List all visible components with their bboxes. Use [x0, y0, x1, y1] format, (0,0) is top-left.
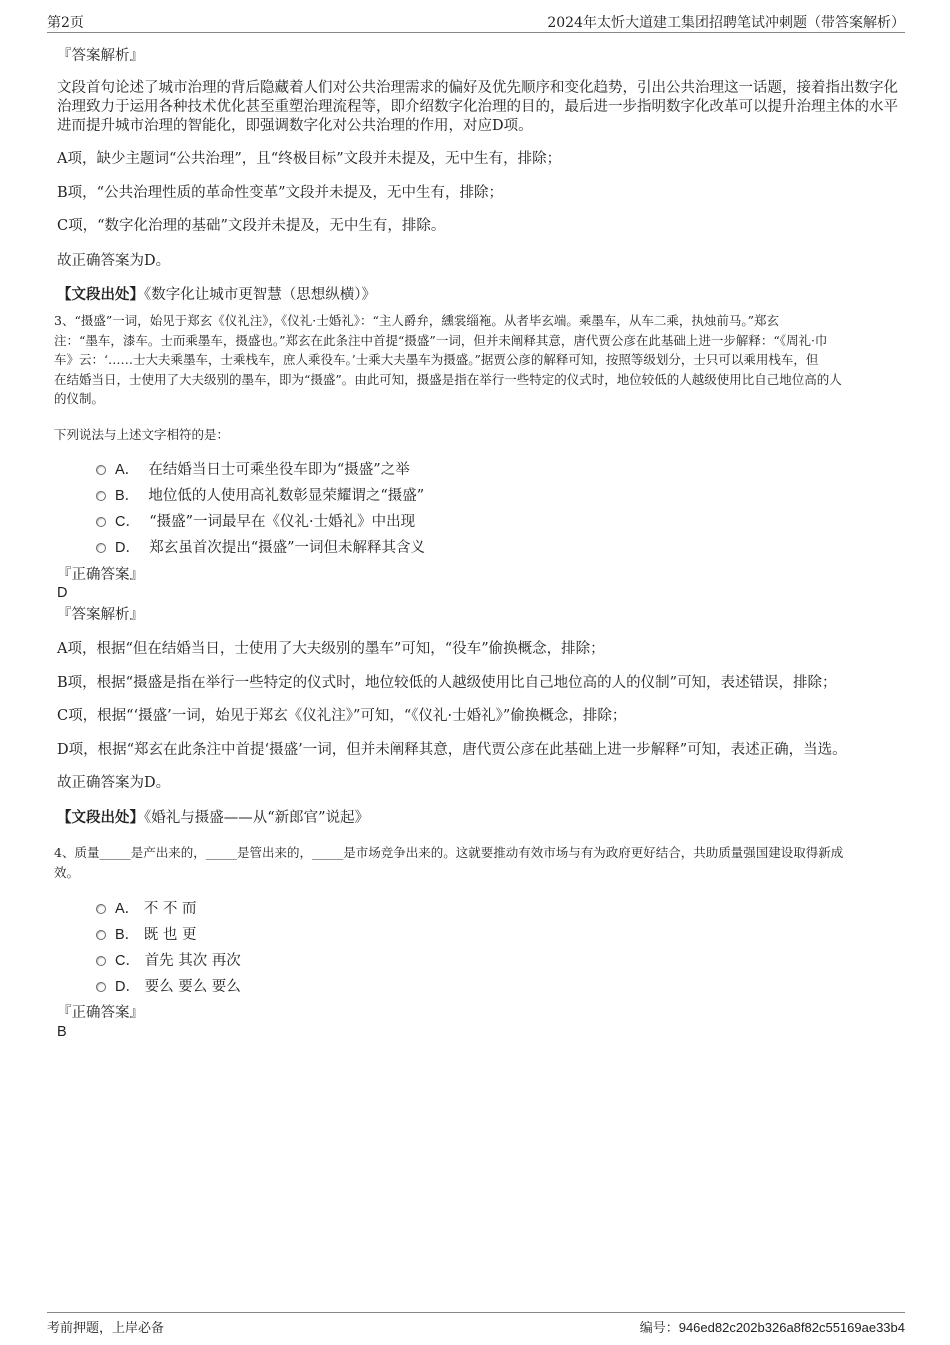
q3-source-title: 《婚礼与摄盛——从“新郎官”说起》 [144, 810, 370, 826]
option-text: 首先 其次 再次 [144, 953, 241, 969]
option-letter: B． [115, 927, 140, 943]
footer-code [640, 1317, 905, 1336]
q3-stem-line: 的仪制。 [54, 391, 105, 406]
q4-option-d[interactable] [96, 977, 241, 997]
radio-icon[interactable] [96, 543, 106, 553]
q4-option-c[interactable] [96, 951, 241, 971]
option-letter: A． [115, 901, 140, 917]
option-text: 郑玄虽首次提出“摄盛”一词但未解释其含义 [149, 540, 426, 556]
q4-stem-line: 4、质量_____是产出来的，_____是管出来的，_____是市场竞争出来的。这就要推动有效市场与有为政府更好结合，共助质量强国建设取得新成 [54, 845, 844, 860]
q3-answer-label: 『正确答案』 [57, 567, 144, 583]
q3-analysis-b: B项，根据“摄盛是指在举行一些特定的仪式时，地位较低的人越级使用比自己地位高的人的仪制”可知，表述错误，排除； [57, 675, 837, 691]
option-text: 要么 要么 要么 [144, 979, 241, 995]
q4-answer: B [57, 1024, 67, 1040]
q3-option-d[interactable] [96, 538, 425, 558]
q2-source-title: 《数字化让城市更智慧（思想纵横）》 [144, 287, 376, 303]
option-text: “摄盛”一词最早在《仪礼·士婚礼》中出现 [149, 514, 416, 530]
radio-icon[interactable] [96, 491, 106, 501]
option-letter: A． [115, 462, 140, 478]
radio-icon[interactable] [96, 465, 106, 475]
radio-icon[interactable] [96, 904, 106, 914]
q2-analysis-a: A项，缺少主题词“公共治理”，且“终极目标”文段并未提及，无中生有，排除； [57, 151, 562, 167]
option-letter: B． [115, 488, 140, 504]
q3-option-c[interactable] [96, 512, 415, 532]
q3-conclusion: 故正确答案为D。 [57, 775, 171, 791]
q2-analysis-label: 『答案解析』 [57, 48, 144, 64]
q3-stem-line: 在结婚当日，士使用了大夫级别的墨车，即为“摄盛”。由此可知，摄盛是指在举行一些特定的仪式时，地位较低的人越级使用比自己地位高的人 [54, 371, 842, 387]
q3-analysis-c: C项，根据“‘摄盛’一词，始见于郑玄《仪礼注》”可知，“《仪礼·士婚礼》”偷换概念，排除； [57, 708, 627, 724]
radio-icon[interactable] [96, 517, 106, 527]
q3-analysis-a: A项，根据“但在结婚当日，士使用了大夫级别的墨车”可知，“役车”偷换概念，排除； [57, 641, 605, 657]
q3-source-label: 【文段出处】 [57, 809, 144, 826]
option-letter: D． [115, 540, 140, 556]
q3-analysis-label: 『答案解析』 [57, 607, 144, 623]
radio-icon[interactable] [96, 930, 106, 940]
footer-slogan: 考前押题，上岸必备 [47, 1321, 165, 1336]
q4-answer-label: 『正确答案』 [57, 1005, 144, 1021]
page-footer [47, 1312, 905, 1340]
option-letter: C． [115, 953, 140, 969]
radio-icon[interactable] [96, 982, 106, 992]
option-text: 在结婚当日士可乘坐役车即为“摄盛”之举 [148, 462, 410, 478]
document-title: 2024年太忻大道建工集团招聘笔试冲刺题（带答案解析） [547, 15, 905, 31]
q3-answer: D [57, 585, 68, 601]
footer-code-value: 946ed82c202b326a8f82c55169ae33b4 [678, 1320, 905, 1335]
page-number: 第2页 [47, 15, 84, 31]
option-letter: C． [115, 514, 140, 530]
q2-conclusion: 故正确答案为D。 [57, 253, 171, 269]
q3-stem-line: 注：“墨车，漆车。士而乘墨车，摄盛也。”郑玄在此条注中首提“摄盛”一词，但并未阐释其意，唐代贾公彦在此基础上进一步解释：“《周礼·巾 [54, 332, 828, 348]
q3-stem [54, 311, 902, 409]
q4-option-a[interactable] [96, 899, 197, 919]
q2-analysis-b: B项，“公共治理性质的革命性变革”文段并未提及，无中生有，排除； [57, 185, 503, 201]
q3-stem-line: 3、“摄盛”一词，始见于郑玄《仪礼注》，《仪礼·士婚礼》：“主人爵弁，纁裳缁袘。从者毕玄端。乘墨车，从车二乘，执烛前马。”郑玄 [54, 313, 779, 328]
q3-option-b[interactable] [96, 486, 424, 506]
option-text: 不 不 而 [143, 901, 197, 917]
q2-source [57, 285, 902, 305]
option-letter: D． [115, 979, 140, 995]
q4-stem [54, 843, 902, 882]
q3-stem-line: 车》云：‘……士大夫乘墨车，士乘栈车，庶人乘役车。’士乘大夫墨车为摄盛。”据贾公彦的解释可知，按照等级划分，士只可以乘用栈车，但 [54, 352, 819, 367]
q2-analysis-text: 文段首句论述了城市治理的背后隐藏着人们对公共治理需求的偏好及优先顺序和变化趋势，引出公共治理这一话题，接着指出数字化治理致力于运用各种技术优化甚至重塑治理流程等，即介绍数字化治理的目的，最后进一步指明数字化改革可以提升治理主体的水平进而提升城市治理的智能化，即强调数字化对公共治理的作用，对应D项。 [57, 80, 898, 134]
q4-option-b[interactable] [96, 925, 197, 945]
option-text: 地位低的人使用高礼数彰显荣耀谓之“摄盛” [148, 488, 425, 504]
option-text: 既 也 更 [143, 927, 197, 943]
radio-icon[interactable] [96, 956, 106, 966]
footer-code-label: 编号： [639, 1321, 679, 1336]
q2-analysis-c: C项，“数字化治理的基础”文段并未提及，无中生有，排除。 [57, 218, 446, 234]
q4-stem-line: 效。 [54, 864, 80, 880]
q3-prompt: 下列说法与上述文字相符的是： [54, 427, 230, 442]
page-header [47, 12, 905, 33]
q3-option-a[interactable] [96, 460, 410, 480]
q2-source-label: 【文段出处】 [57, 286, 144, 303]
q3-analysis-d: D项，根据“郑玄在此条注中首提‘摄盛’一词，但并未阐释其意，唐代贾公彦在此基础上进一步解释”可知，表述正确，当选。 [57, 742, 847, 758]
q3-source [57, 808, 902, 828]
